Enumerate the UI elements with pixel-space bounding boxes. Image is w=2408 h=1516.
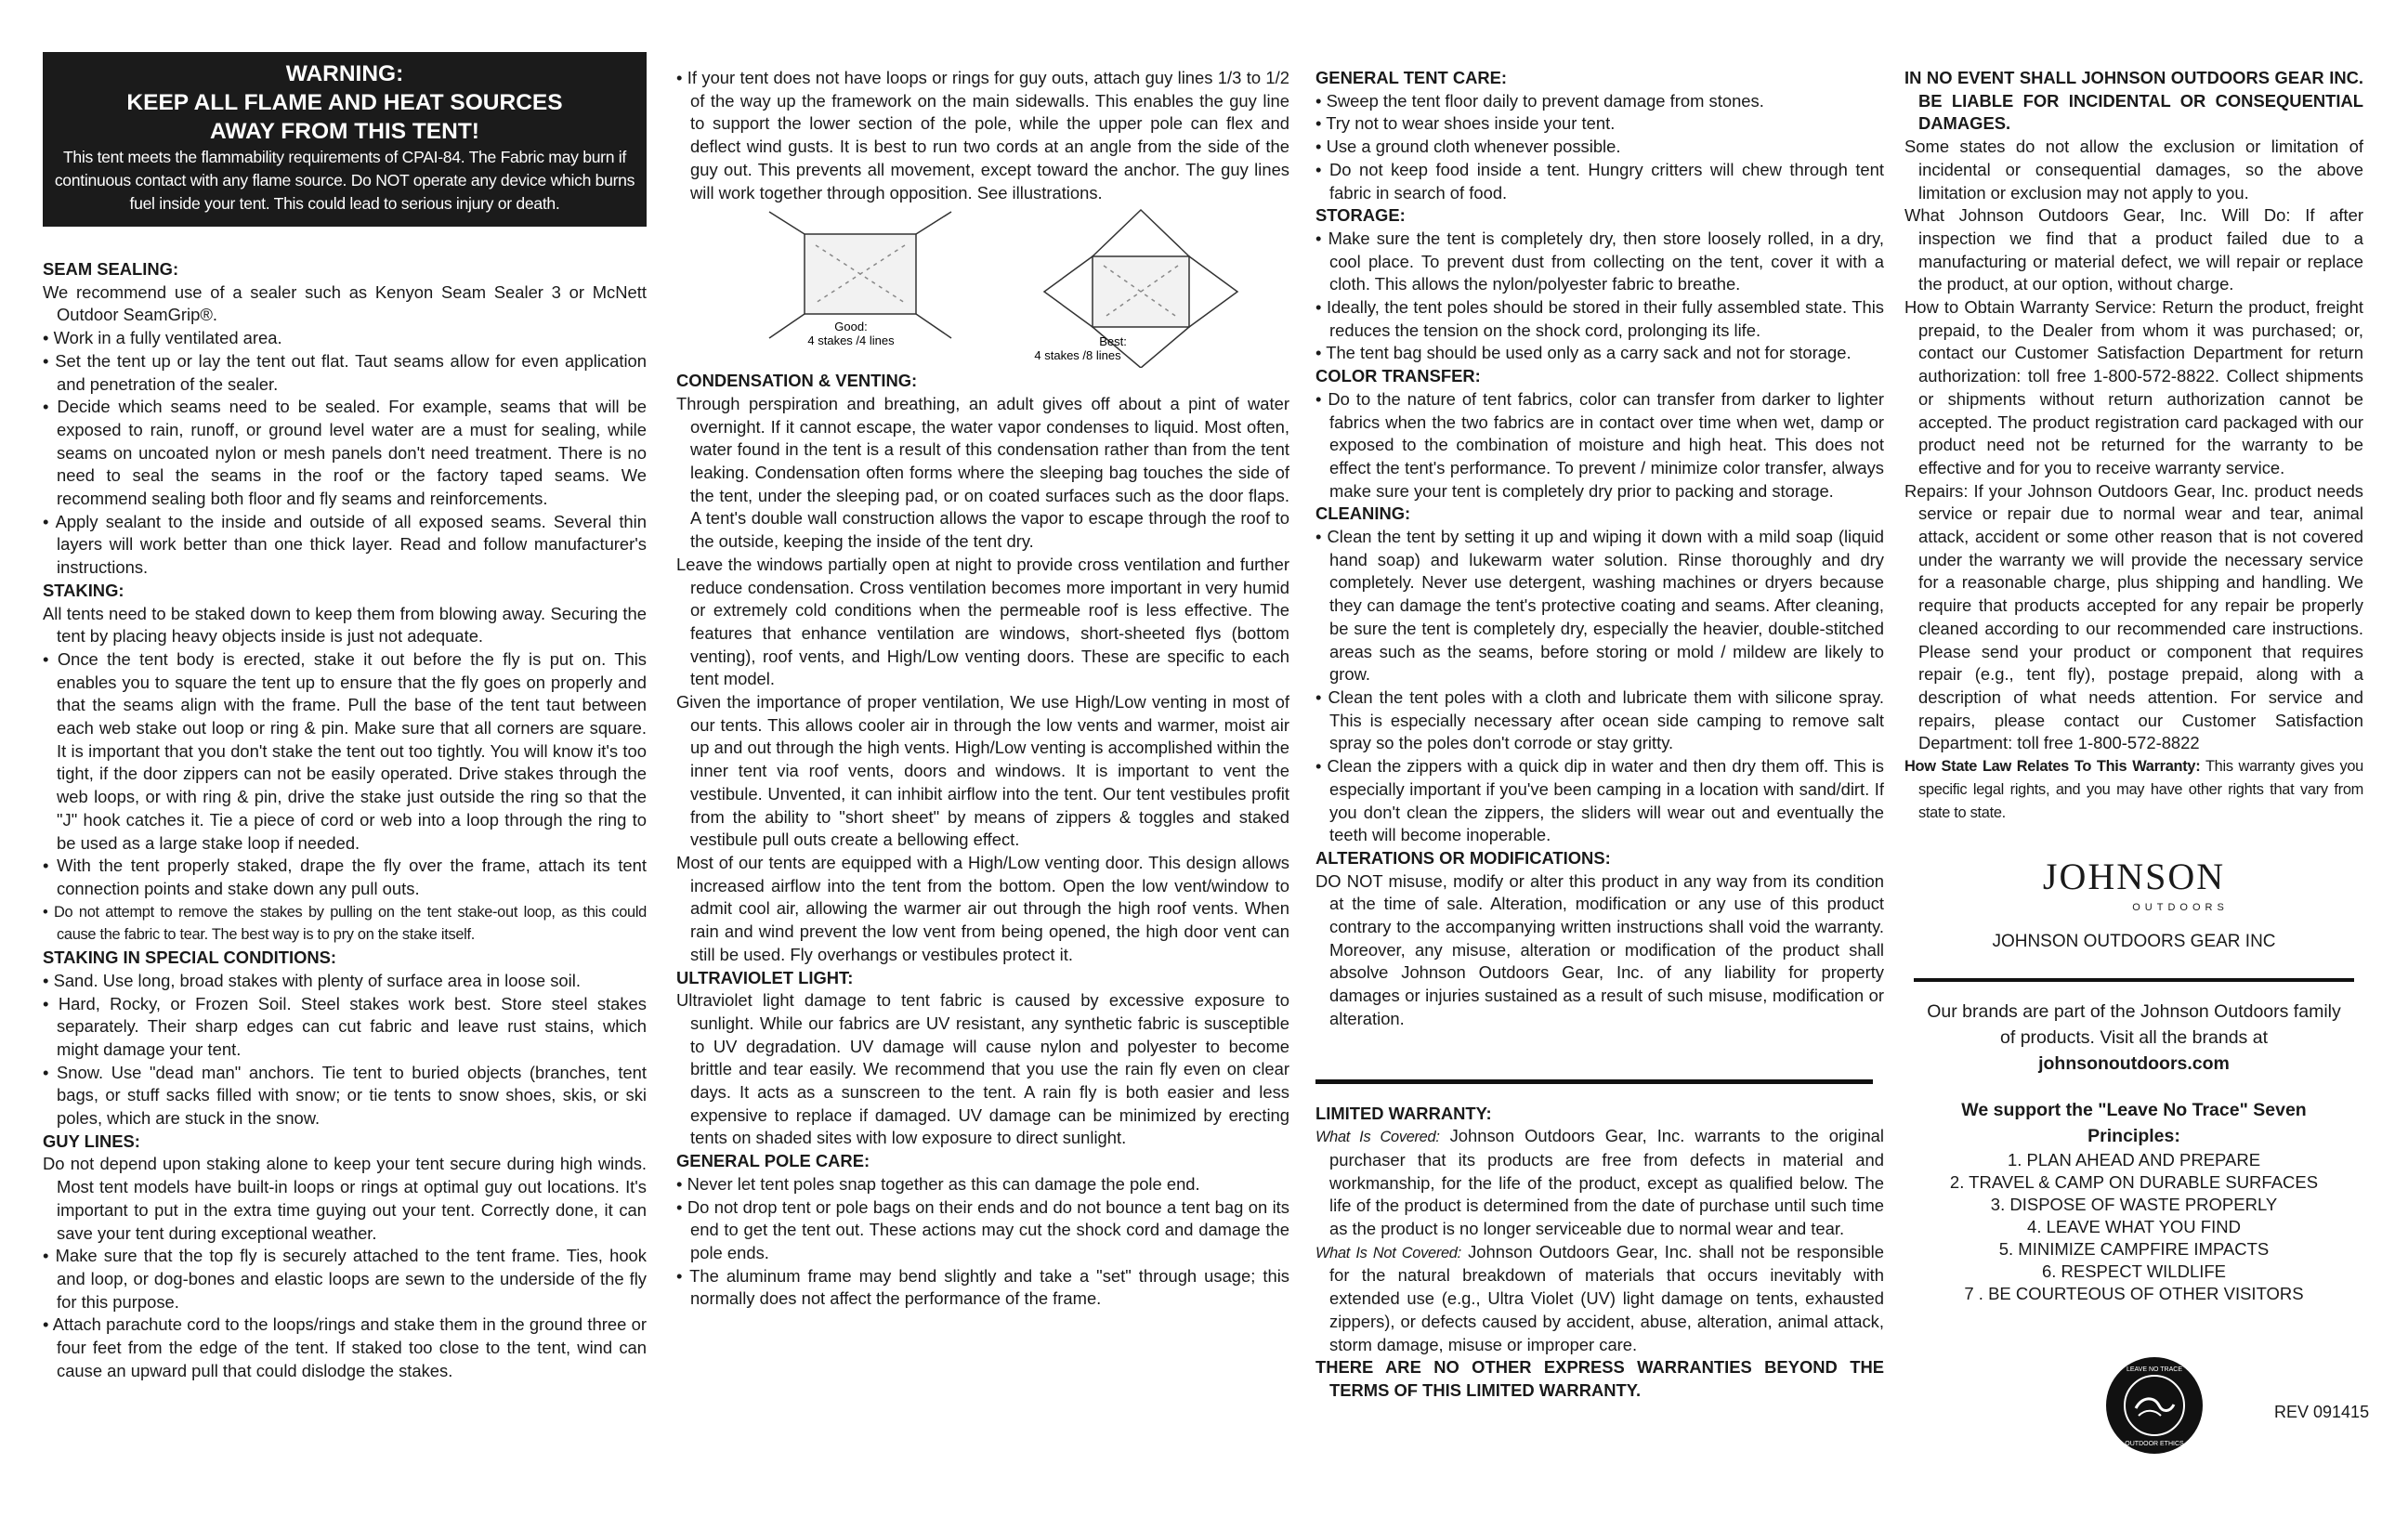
website-link[interactable]: johnsonoutdoors.com — [2038, 1052, 2230, 1074]
no-other-warranties: THERE ARE NO OTHER EXPRESS WARRANTIES BEYOND THE TERMS OF THIS LIMITED WARRANTY. — [1315, 1357, 1884, 1400]
not-covered-text: Johnson Outdoors Gear, Inc. shall not be responsible for the natural breakdown of materials that occurs inevitably with extended use (e.g., Ultra Violet (UV) light damage on tents, exhausted zippers), or defects caused by accident, abuse, alteration, animal attack, storm damage, misuse or improper care. — [1329, 1241, 1884, 1354]
condensation-paragraph: Given the importance of proper ventilation, We use High/Low venting in most of our tents. This allows cooler air in through the low vents and warmer, moist air up and out through the high vents. High/Low venting is accomplished within the inner tent via roof vents, doors and windows. It is important to vent the vestibule. Unvented, it can inhibit airflow into the tent. Our tent vestibules profit from the ability to "short sheet" by means of zippers & toggles and staked vestibule pull outs create a bellowing effect. — [676, 692, 1289, 850]
guy-lines-heading: GUY LINES: — [43, 1130, 140, 1151]
will-do: What Johnson Outdoors Gear, Inc. Will Do: If after inspection we find that a product failed due to a manufacturing or material defect, we will repair or replace the product, at our option, without charge. — [1904, 205, 2363, 294]
list-item: • The tent bag should be used only as a carry sack and not for storage. — [1315, 342, 1884, 365]
tent-care-heading: GENERAL TENT CARE: — [1315, 68, 1508, 87]
column-1 — [43, 52, 647, 1382]
no-event-liability: IN NO EVENT SHALL JOHNSON OUTDOORS GEAR INC. BE LIABLE FOR INCIDENTAL OR CONSEQUENTIAL DAMAGES. — [1904, 68, 2363, 134]
staking-special-heading: STAKING IN SPECIAL CONDITIONS: — [43, 948, 337, 968]
staking-heading: STAKING: — [43, 580, 124, 600]
column-4 — [1904, 67, 2363, 1305]
seam-sealing-heading: SEAM SEALING: — [43, 259, 179, 279]
warranty-heading: LIMITED WARRANTY: — [1315, 1103, 1492, 1123]
list-item: • Clean the zippers with a quick dip in water and then dry them off. This is especially important if you've been camping in a location with sand/dirt. If you don't clean the zippers, the sliders will wear out and eventually the teeth will become inoperable. — [1315, 755, 1884, 847]
list-item: • Snow. Use "dead man" anchors. Tie tent to buried objects (branches, tent bags, or stuff sacks filled with snow; or tie tents to snow shoes, skis, or ski poles, which are stuck in the snow. — [43, 1062, 647, 1130]
some-states: Some states do not allow the exclusion or limitation of incidental or consequential damages, so the above limitation or exclusion may not apply to you. — [1904, 137, 2363, 203]
guy-line-diagram — [676, 208, 1289, 368]
guy-lines-list-continued — [676, 67, 1289, 204]
list-item: • Attach parachute cord to the loops/rings and stake them in the ground three or four feet from the edge of the tent. If staked too close to the tent, wind can cause an upward pull that could dislodge the stakes. — [43, 1313, 647, 1382]
ultraviolet-heading: ULTRAVIOLET LIGHT: — [676, 967, 854, 987]
list-item: • Do to the nature of tent fabrics, color can transfer from darker to lighter fabrics when the two fabrics are in contact over time when wet, damp or exposed to the combination of moisture and high heat. This does not effect the tent's performance. To prevent / minimize color transfer, always make sure your tent is completely dry prior to packing and storage. — [1315, 388, 1884, 503]
brands-line: of products. Visit all the brands at — [2000, 1026, 2268, 1048]
pole-care-list — [676, 1173, 1289, 1311]
warranty-covered — [1315, 1125, 1884, 1241]
condensation-paragraph: Through perspiration and breathing, an adult gives off about a pint of water overnight. If it cannot escape, the water vapor condenses to liquid. Most often, water found in the tent is a result of this condensation rather than from the tent leaking. Condensation often forms where the sleeping bag touches the side of the tent, under the sleeping pad, or on coated surfaces such as the door flaps. A tent's double wall construction allows the vapor to escape through the roof to the outside, keeping the inside of the tent dry. — [676, 393, 1289, 552]
how-obtain: How to Obtain Warranty Service: Return the product, freight prepaid, to the Dealer from whom it was purchased; or, contact our Customer Satisfaction Department for return authorization: toll free 1-800-572-8822. Collect shipments or shipments without return authorization cannot be accepted. The product registration card packaged with our product need not be returned for the warranty to be effective and for you to receive warranty service. — [1904, 297, 2363, 477]
condensation-paragraph: Leave the windows partially open at night to provide cross ventilation and further reduce condensation. Cross ventilation becomes more important in very humid or extremely cold conditions when the permeable roof is less effective. The features that enhance ventilation are windows, short-sheeted flys (bottom venting), roof vents, and High/Low venting doors. These are specific to each tent model. — [676, 554, 1289, 689]
list-item: • Use a ground cloth whenever possible. — [1315, 136, 1884, 159]
best-caption: 4 stakes /8 lines — [1034, 348, 1121, 363]
list-item: 5. MINIMIZE CAMPFIRE IMPACTS — [1998, 1238, 2270, 1259]
covered-label: What Is Covered: — [1315, 1129, 1440, 1146]
lnt-title-line: Principles: — [2087, 1125, 2180, 1146]
list-item: • Sand. Use long, broad stakes with plenty of surface area in loose soil. — [43, 970, 647, 993]
not-covered-label: What Is Not Covered: — [1315, 1244, 1461, 1261]
condensation-paragraph: Most of our tents are equipped with a High/Low venting door. This design allows increased airflow into the tent from the bottom. Open the low vent/window to admit cool air, allowing the warmer air out through the high roof vents. When rain and wind prevent the low vent from being opened, the high door vent can still be used. Fly overhangs or vestibules protect it. — [676, 852, 1289, 964]
storage-list — [1315, 228, 1884, 365]
list-item: • If your tent does not have loops or rings for guy outs, attach guy lines 1/3 to 1/2 of the way up the framework on the main sidewalls. This enables the guy line to support the lower section of the pole, while the upper pole can flex and deflect wind gusts. It is best to run two cords at an angle from the side of the guy out. This prevents all movement, except toward the anchor. The guy lines will work together through opposition. See illustrations. — [676, 67, 1289, 204]
johnson-logo — [1904, 857, 2363, 953]
seam-sealing-list — [43, 327, 647, 580]
alterations-heading: ALTERATIONS OR MODIFICATIONS: — [1315, 847, 1611, 868]
seam-sealing-intro: We recommend use of a sealer such as Kenyon Seam Sealer 3 or McNett Outdoor SeamGrip®. — [43, 281, 647, 325]
warning-title: WARNING: — [285, 61, 404, 86]
list-item: • Decide which seams need to be sealed. For example, seams that will be exposed to rain, runoff, or ground level water are a must for sealing, while seams on uncoated nylon or mesh panels don't need treatment. There is no need to seal the seams in the roof or the factory taped seams. We recommend sealing both floor and fly seams and reinforcements. — [43, 396, 647, 511]
list-item: 3. DISPOSE OF WASTE PROPERLY — [1990, 1194, 2278, 1214]
guy-line-illustration — [676, 208, 1289, 368]
list-item: • Once the tent body is erected, stake it out before the fly is put on. This enables you to square the tent up to ensure that the fly goes on properly and that the seams align with the frame. Pull the base of the tent taut between each web stake out loop or ring & pin. Make sure that all corners are square. It is important that you don't stake the tent out too tightly. You will know it's too tight, if the door zippers can not be easily operated. Drive stakes through the web loops, or with ring & pin, drive the stake just outside the ring so that the "J" hook catches it. Tie a piece of cord or web into a loop through the ring to be used as a large stake loop if needed. — [43, 648, 647, 855]
brands-line: Our brands are part of the Johnson Outdoors family — [1927, 1000, 2341, 1022]
brands-note — [1904, 999, 2363, 1077]
list-item: • With the tent properly staked, drape the fly over the frame, attach its tent connection points and stake down any pull outs. — [43, 855, 647, 900]
cleaning-list — [1315, 526, 1884, 847]
cleaning-heading: CLEANING: — [1315, 503, 1411, 524]
column-2 — [676, 67, 1289, 1311]
logo-sub: OUTDOORS — [2132, 902, 2229, 914]
tent-care-list — [1315, 90, 1884, 205]
warning-text: This tent meets the flammability requirements of CPAI-84. The Fabric may burn if continuous contact with any flame source. Do NOT operate any device which burns fuel inside your tent. This could lead to serious injury or death. — [54, 148, 635, 213]
guy-lines-list — [43, 1245, 647, 1382]
color-transfer-heading: COLOR TRANSFER: — [1315, 366, 1481, 386]
list-item: 7 . BE COURTEOUS OF OTHER VISITORS — [1964, 1283, 2304, 1303]
alterations-text: DO NOT misuse, modify or alter this product in any way from its condition at the time of sale. Alteration, modification or any use of this product contrary to the accompanying written instructions shall void the warranty. Moreover, any misuse, alteration or modification of the product shall absolve Johnson Outdoors Gear, Inc. of any liability for property damages or injuries sustained as a result of such misuse, modification or alteration. — [1315, 870, 1884, 1028]
list-item: 2. TRAVEL & CAMP ON DURABLE SURFACES — [1949, 1171, 2319, 1192]
warning-box — [43, 52, 647, 227]
list-item: • Work in a fully ventilated area. — [43, 327, 647, 350]
list-item: • Do not drop tent or pole bags on their ends and do not bounce a tent bag on its end to get the tent out. These actions may cut the shock cord and damage the pole ends. — [676, 1196, 1289, 1265]
list-item: • Make sure the tent is completely dry, then store loosely rolled, in a dry, cool place. To prevent dust from collecting on the tent, cover it with a cloth. This allows the nylon/polyester fabric to breathe. — [1315, 228, 1884, 296]
list-item: 1. PLAN AHEAD AND PREPARE — [2007, 1149, 2261, 1170]
list-item: • Do not attempt to remove the stakes by pulling on the tent stake-out loop, as this could cause the fabric to tear. The best way is to pry on the stake itself. — [43, 901, 647, 947]
state-law-text: This warranty gives you specific legal rights, and you may have other rights that vary from state to state. — [1918, 758, 2363, 821]
staking-special-list — [43, 970, 647, 1130]
revision-code: REV 091415 — [2274, 1403, 2370, 1421]
list-item: • Clean the tent poles with a cloth and lubricate them with silicone spray. This is especially necessary after ocean side camping to remove salt spray so the poles don't corrode or stay gritty. — [1315, 686, 1884, 755]
best-label: Best: — [1099, 334, 1127, 349]
divider — [1914, 978, 2354, 982]
list-item: • Make sure that the top fly is securely attached to the tent frame. Ties, hook and loop, or dog-bones and elastic loops are sewn to the underside of the fly for this purpose. — [43, 1245, 647, 1313]
list-item: • The aluminum frame may bend slightly and take a "set" through usage; this normally does not affect the performance of the frame. — [676, 1265, 1289, 1311]
repairs: Repairs: If your Johnson Outdoors Gear, Inc. product needs service or repair due to normal wear and tear, animal attack, accident or some other reason that is not covered under the warranty we will provide the necessary service for a reasonable charge, plus shipping and handling. We require that products accepted for any repair be properly cleaned according to our recommended care instructions. Please send your product or component that requires repair (e.g., tent fly), postage prepaid, along with a description of what needs attention. For service and repairs, please contact our Customer Satisfaction Department: toll free 1-800-572-8822 — [1904, 480, 2363, 753]
list-item: • Apply sealant to the inside and outside of all exposed seams. Several thin layers will work better than one thick layer. Read and follow manufacturer's instructions. — [43, 511, 647, 580]
list-item: • Hard, Rocky, or Frozen Soil. Steel stakes work best. Store steel stakes separately. Their sharp edges can cut fabric and leave rust stains, which might damage your tent. — [43, 993, 647, 1062]
list-item: 4. LEAVE WHAT YOU FIND — [2027, 1216, 2241, 1236]
list-item: • Do not keep food inside a tent. Hungry critters will chew through tent fabric in search of food. — [1315, 159, 1884, 204]
staking-list — [43, 648, 647, 947]
color-transfer-list — [1315, 388, 1884, 503]
column-3 — [1315, 67, 1884, 1403]
list-item: • Sweep the tent floor daily to prevent damage from stones. — [1315, 90, 1884, 113]
good-label: Good: — [834, 320, 868, 334]
leave-no-trace-logo — [2103, 1354, 2205, 1461]
lnt-title-line: We support the "Leave No Trace" Seven — [1961, 1099, 2307, 1120]
list-item: • Clean the tent by setting it up and wiping it down with a mild soap (liquid hand soap) and lukewarm water solution. Rinse thoroughly and dry completely. Never use detergent, washing machines or dryers because they can damage the tent's protective coating and seams. After cleaning, be sure the tent is completely dry, especially the heavier, double-stitched areas such as the seams, before storing or mold / mildew are likely to grow. — [1315, 526, 1884, 686]
lnt-logo-bottom: OUTDOOR ETHICS — [2125, 1441, 2184, 1447]
list-item: 6. RESPECT WILDLIFE — [2041, 1261, 2227, 1281]
state-law — [1904, 755, 2363, 824]
leave-no-trace-title — [1904, 1097, 2363, 1149]
company-name: JOHNSON OUTDOORS GEAR INC — [1992, 931, 2276, 951]
best-diagram — [1044, 210, 1237, 368]
staking-intro: All tents need to be staked down to keep them from blowing away. Securing the tent by placing heavy objects inside is just not adequate. — [43, 603, 647, 647]
covered-text: Johnson Outdoors Gear, Inc. warrants to the original purchaser that its products are free from defects in material and workmanship, for the life of the product, except as qualified below. The life of the product is determined from the date of purchase until such time as the product is no longer serviceable due to normal wear and tear. — [1329, 1126, 1884, 1239]
condensation-heading: CONDENSATION & VENTING: — [676, 371, 918, 391]
good-caption: 4 stakes /4 lines — [807, 333, 895, 348]
lnt-logo-top: LEAVE NO TRACE — [2126, 1366, 2183, 1373]
list-item: • Ideally, the tent poles should be stored in their fully assembled state. This reduces the tension on the shock cord, prolonging its life. — [1315, 296, 1884, 342]
list-item: • Try not to wear shoes inside your tent. — [1315, 112, 1884, 136]
pole-care-heading: GENERAL POLE CARE: — [676, 1151, 870, 1171]
storage-heading: STORAGE: — [1315, 205, 1406, 226]
list-item: • Never let tent poles snap together as this can damage the pole end. — [676, 1173, 1289, 1196]
guy-lines-intro: Do not depend upon staking alone to keep your tent secure during high winds. Most tent models have built-in loops or rings at optimal guy out locations. It's important to put in the extra time guying out your tent. Correctly done, it can save your tent during exceptional weather. — [43, 1154, 647, 1243]
warning-title-line-3: AWAY FROM THIS TENT! — [210, 119, 479, 144]
warning-title-line-2: KEEP ALL FLAME AND HEAT SOURCES — [126, 90, 563, 115]
list-item: • Set the tent up or lay the tent out flat. Taut seams allow for even application and penetration of the sealer. — [43, 350, 647, 396]
principles-list — [1904, 1149, 2363, 1305]
warranty-not-covered — [1315, 1241, 1884, 1357]
ultraviolet-text: Ultraviolet light damage to tent fabric is caused by excessive exposure to sunlight. While our fabrics are UV resistant, any synthetic fabric is susceptible to UV degradation. UV damage will cause nylon and polyester to become brittle and tear easily. We recommend that you use the rain fly even on clear days. It acts as a sunscreen to the tent. A rain fly is both easier and less expensive to replace if damaged. UV damage can be minimized by erecting tents on shaded sites with low exposure to direct sunlight. — [676, 990, 1289, 1148]
lnt-icon — [2103, 1354, 2205, 1457]
logo-name: JOHNSON — [2042, 856, 2226, 898]
divider — [1315, 1079, 1873, 1084]
state-law-label: How State Law Relates To This Warranty: — [1904, 758, 2201, 776]
